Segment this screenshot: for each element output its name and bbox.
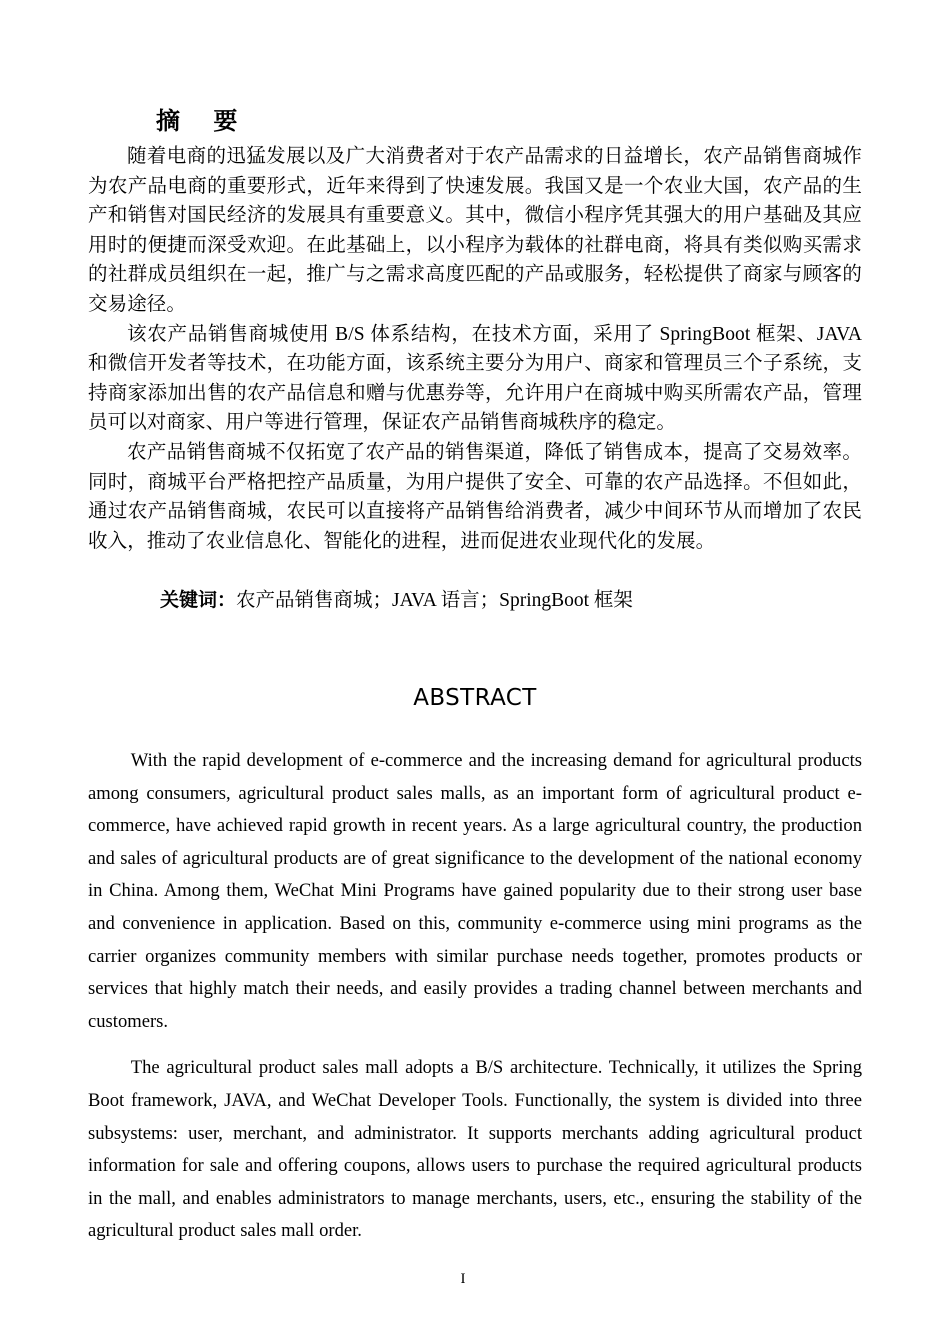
english-abstract-section — [88, 683, 862, 1248]
chinese-keywords-label: 关键词： — [160, 589, 237, 612]
chinese-abstract-paragraph-2: 该农产品销售商城使用 B/S 体系结构，在技术方面，采用了 SpringBoot 框架、JAVA 和微信开发者等技术，在功能方面，该系统主要分为用户、商家和管理员三个子系统，支持商家添加出售的农产品信息和赠与优惠券等，允许用户在商城中购买所需农产品，管理员可以对商家、用户等进行管理，保证农产品销售商城秩序的稳定。 — [88, 323, 862, 434]
chinese-keywords-value: 农产品销售商城；JAVA 语言；SpringBoot 框架 — [236, 590, 633, 612]
english-abstract-heading: ABSTRACT — [413, 685, 537, 711]
page-number: I — [460, 1271, 466, 1287]
english-abstract-paragraph-1: With the rapid development of e-commerce and the increasing demand for agricultural products among consumers, agricultural product sales malls, as an important form of agricultural product e-commerce, have achieved rapid growth in recent years. As a large agricultural country, the production and sales of agricultural products are of great significance to the development of the national economy in China. Among them, WeChat Mini Programs have gained popularity due to their strong user base and convenience in application. Based on this, community e-commerce using mini programs as the carrier organizes community members with similar purchase needs together, promotes products or services that highly match their needs, and easily provides a trading channel between merchants and customers. — [88, 750, 862, 1032]
chinese-keywords-line — [88, 556, 862, 616]
chinese-abstract-section — [88, 104, 862, 616]
chinese-abstract-paragraph-3: 农产品销售商城不仅拓宽了农产品的销售渠道，降低了销售成本，提高了交易效率。同时，商城平台严格把控产品质量，为用户提供了安全、可靠的农产品选择。不但如此，通过农产品销售商城，农民可以直接将产品销售给消费者，减少中间环节从而增加了农民收入，推动了农业信息化、智能化的进程，进而促进农业现代化的发展。 — [88, 441, 862, 552]
chinese-abstract-paragraph-1: 随着电商的迅猛发展以及广大消费者对于农产品需求的日益增长，农产品销售商城作为农产品电商的重要形式，近年来得到了快速发展。我国又是一个农业大国，农产品的生产和销售对国民经济的发展具有重要意义。其中，微信小程序凭其强大的用户基础及其应用时的便捷而深受欢迎。在此基础上，以小程序为载体的社群电商，将具有类似购买需求的社群成员组织在一起，推广与之需求高度匹配的产品或服务，轻松提供了商家与顾客的交易途径。 — [88, 146, 862, 315]
chinese-abstract-heading: 摘 要 — [156, 107, 238, 135]
english-abstract-paragraph-2: The agricultural product sales mall adopts a B/S architecture. Technically, it utilizes the Spring Boot framework, JAVA, and WeChat Developer Tools. Functionally, the system is divided into three subsystems: user, merchant, and administrator. It supports merchants adding agricultural product information for sale and offering coupons, allows users to purchase the required agricultural products in the mall, and enables administrators to manage merchants, users, etc., ensuring the stability of the agricultural product sales mall order. — [88, 1057, 862, 1242]
